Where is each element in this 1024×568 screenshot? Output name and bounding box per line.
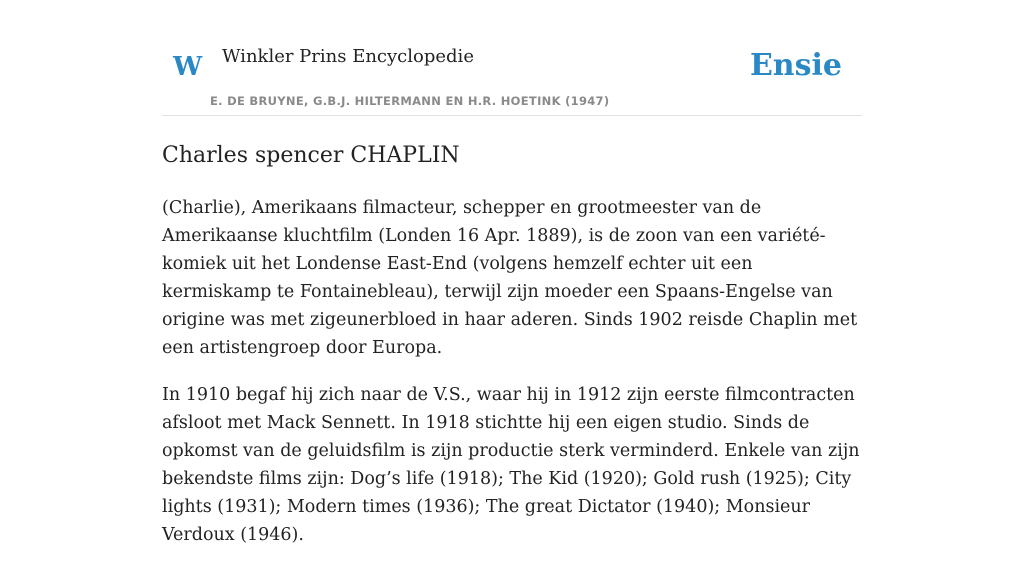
ensie-brand-logo[interactable]: Ensie (749, 48, 842, 83)
content-container (162, 40, 862, 568)
book-authors: E. DE BRUYNE, G.B.J. HILTERMANN EN H.R. HOETINK (1947) (210, 94, 610, 108)
header (162, 40, 862, 116)
entry-paragraph: In 1910 begaf hij zich naar de V.S., waar hij in 1912 zijn eerste filmcontracten afsloot met Mack Sennett. In 1918 stichtte hij een eigen studio. Sinds de opkomst van de geluidsfilm is zijn productie sterk verminderd. Enkele van zijn bekendste films zijn: Dog’s life (1918); The Kid (1920); Gold rush (1925); City lights (1931); Modern times (1936); The great Dictator (1940); Monsieur Verdoux (1946). (162, 385, 860, 545)
entry-title: Charles spencer CHAPLIN (162, 143, 460, 168)
winkler-prins-logo-icon[interactable]: W (173, 52, 203, 82)
entry-body (162, 194, 862, 549)
book-title-link[interactable]: Winkler Prins Encyclopedie (222, 46, 474, 67)
entry-paragraph: (Charlie), Amerikaans filmacteur, schepper en grootmeester van de Amerikaanse kluchtfilm (Londen 16 Apr. 1889), is de zoon van een variété-komiek uit het Londense East-End (volgens hemzelf echter uit een kermiskamp te Fontainebleau), terwijl zijn moeder een Spaans-Engelse van origine was met zigeunerbloed in haar aderen. Sinds 1902 reisde Chaplin met een artistengroep door Europa. (162, 198, 858, 358)
